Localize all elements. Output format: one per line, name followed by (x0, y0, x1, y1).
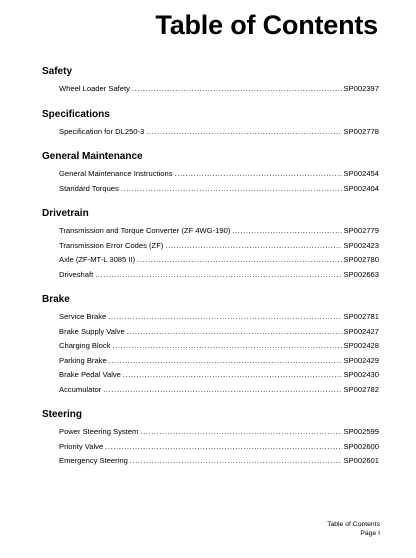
entry-label: General Maintenance Instructions (59, 169, 173, 178)
toc-entry[interactable] (59, 339, 379, 354)
entry-code: SP002601 (343, 456, 379, 465)
entry-code: SP002427 (343, 326, 379, 336)
entry-label: Transmission and Torque Converter (ZF 4WG-190) (59, 226, 231, 235)
dot-leader (105, 440, 341, 455)
section-title: Drivetrain (42, 208, 89, 219)
entry-label: Service Brake (59, 312, 107, 321)
entry-code: SP002404 (343, 183, 379, 193)
entry-label: Standard Torques (59, 183, 119, 193)
entry-code: SP002780 (343, 255, 379, 264)
toc-entry[interactable] (59, 224, 379, 239)
dot-leader (127, 325, 342, 340)
entry-label: Priority Valve (59, 441, 104, 451)
section-title: Specifications (42, 108, 110, 120)
entry-code: SP002430 (343, 370, 379, 379)
dot-leader (175, 167, 342, 182)
toc-entry[interactable] (59, 182, 379, 197)
entry-label: Axle (ZF-MT-L 3085 II) (59, 255, 136, 264)
toc-sections (42, 66, 379, 481)
entry-code: SP002782 (343, 384, 379, 394)
entry-code: SP002663 (343, 269, 379, 279)
toc-entry[interactable] (59, 239, 379, 254)
dot-leader (123, 368, 342, 383)
entry-label: Wheel Loader Safety (59, 84, 130, 93)
footer-page-number: Page I (360, 530, 380, 537)
dot-leader (137, 253, 341, 268)
dot-leader (130, 454, 342, 469)
section-title: Safety (42, 66, 73, 77)
toc-section-safety (42, 66, 379, 97)
toc-entry[interactable] (59, 440, 379, 455)
dot-leader (95, 268, 341, 283)
toc-entry[interactable] (59, 425, 379, 440)
entry-label: Accumulator (59, 384, 102, 394)
section-title: Brake (42, 294, 70, 305)
entry-code: SP002429 (343, 355, 379, 365)
entry-label: Specification for DL250-3 (59, 126, 145, 136)
entry-label: Driveshaft (59, 269, 94, 279)
toc-section-specifications (42, 109, 379, 140)
dot-leader (165, 239, 341, 254)
entry-label: Parking Brake (59, 355, 107, 365)
entry-code: SP002781 (343, 312, 379, 321)
toc-entry[interactable] (59, 310, 379, 325)
toc-entry[interactable] (59, 354, 379, 369)
section-title: Steering (42, 409, 83, 420)
entry-label: Brake Supply Valve (59, 326, 125, 336)
entry-code: SP002397 (343, 84, 379, 93)
entry-label: Brake Pedal Valve (59, 370, 121, 379)
toc-entry[interactable] (59, 454, 379, 469)
entry-code: SP002779 (343, 226, 379, 235)
toc-entry[interactable] (59, 125, 379, 140)
dot-leader (232, 224, 341, 239)
toc-entry[interactable] (59, 383, 379, 398)
toc-section-steering (42, 409, 379, 469)
dot-leader (121, 182, 342, 197)
toc-entry[interactable] (59, 167, 379, 182)
section-title: General Maintenance (42, 151, 143, 162)
dot-leader (109, 354, 342, 369)
toc-entry[interactable] (59, 325, 379, 340)
dot-leader (103, 383, 341, 398)
toc-entry[interactable] (59, 368, 379, 383)
toc-entry[interactable] (59, 268, 379, 283)
entry-code: SP002600 (343, 441, 379, 451)
entry-code: SP002599 (343, 427, 379, 436)
entry-label: Power Steering System (59, 427, 139, 436)
entry-label: Charging Block (59, 341, 111, 350)
page-title: Table of Contents (155, 10, 378, 40)
entry-label: Emergency Steering (59, 456, 128, 465)
dot-leader (146, 125, 341, 140)
entry-code: SP002778 (343, 126, 379, 136)
toc-section-drivetrain (42, 208, 379, 282)
entry-code: SP002423 (343, 240, 379, 250)
dot-leader (108, 310, 341, 325)
page-footer (327, 520, 380, 538)
toc-section-brake (42, 294, 379, 397)
footer-title: Table of Contents (327, 521, 380, 528)
entry-label: Transmission Error Codes (ZF) (59, 240, 164, 250)
toc-entry[interactable] (59, 253, 379, 268)
entry-code: SP002428 (343, 341, 379, 350)
entry-code: SP002454 (343, 169, 379, 178)
dot-leader (140, 425, 341, 440)
dot-leader (132, 82, 342, 97)
toc-entry[interactable] (59, 82, 379, 97)
toc-section-general-maintenance (42, 151, 379, 196)
dot-leader (113, 339, 342, 354)
